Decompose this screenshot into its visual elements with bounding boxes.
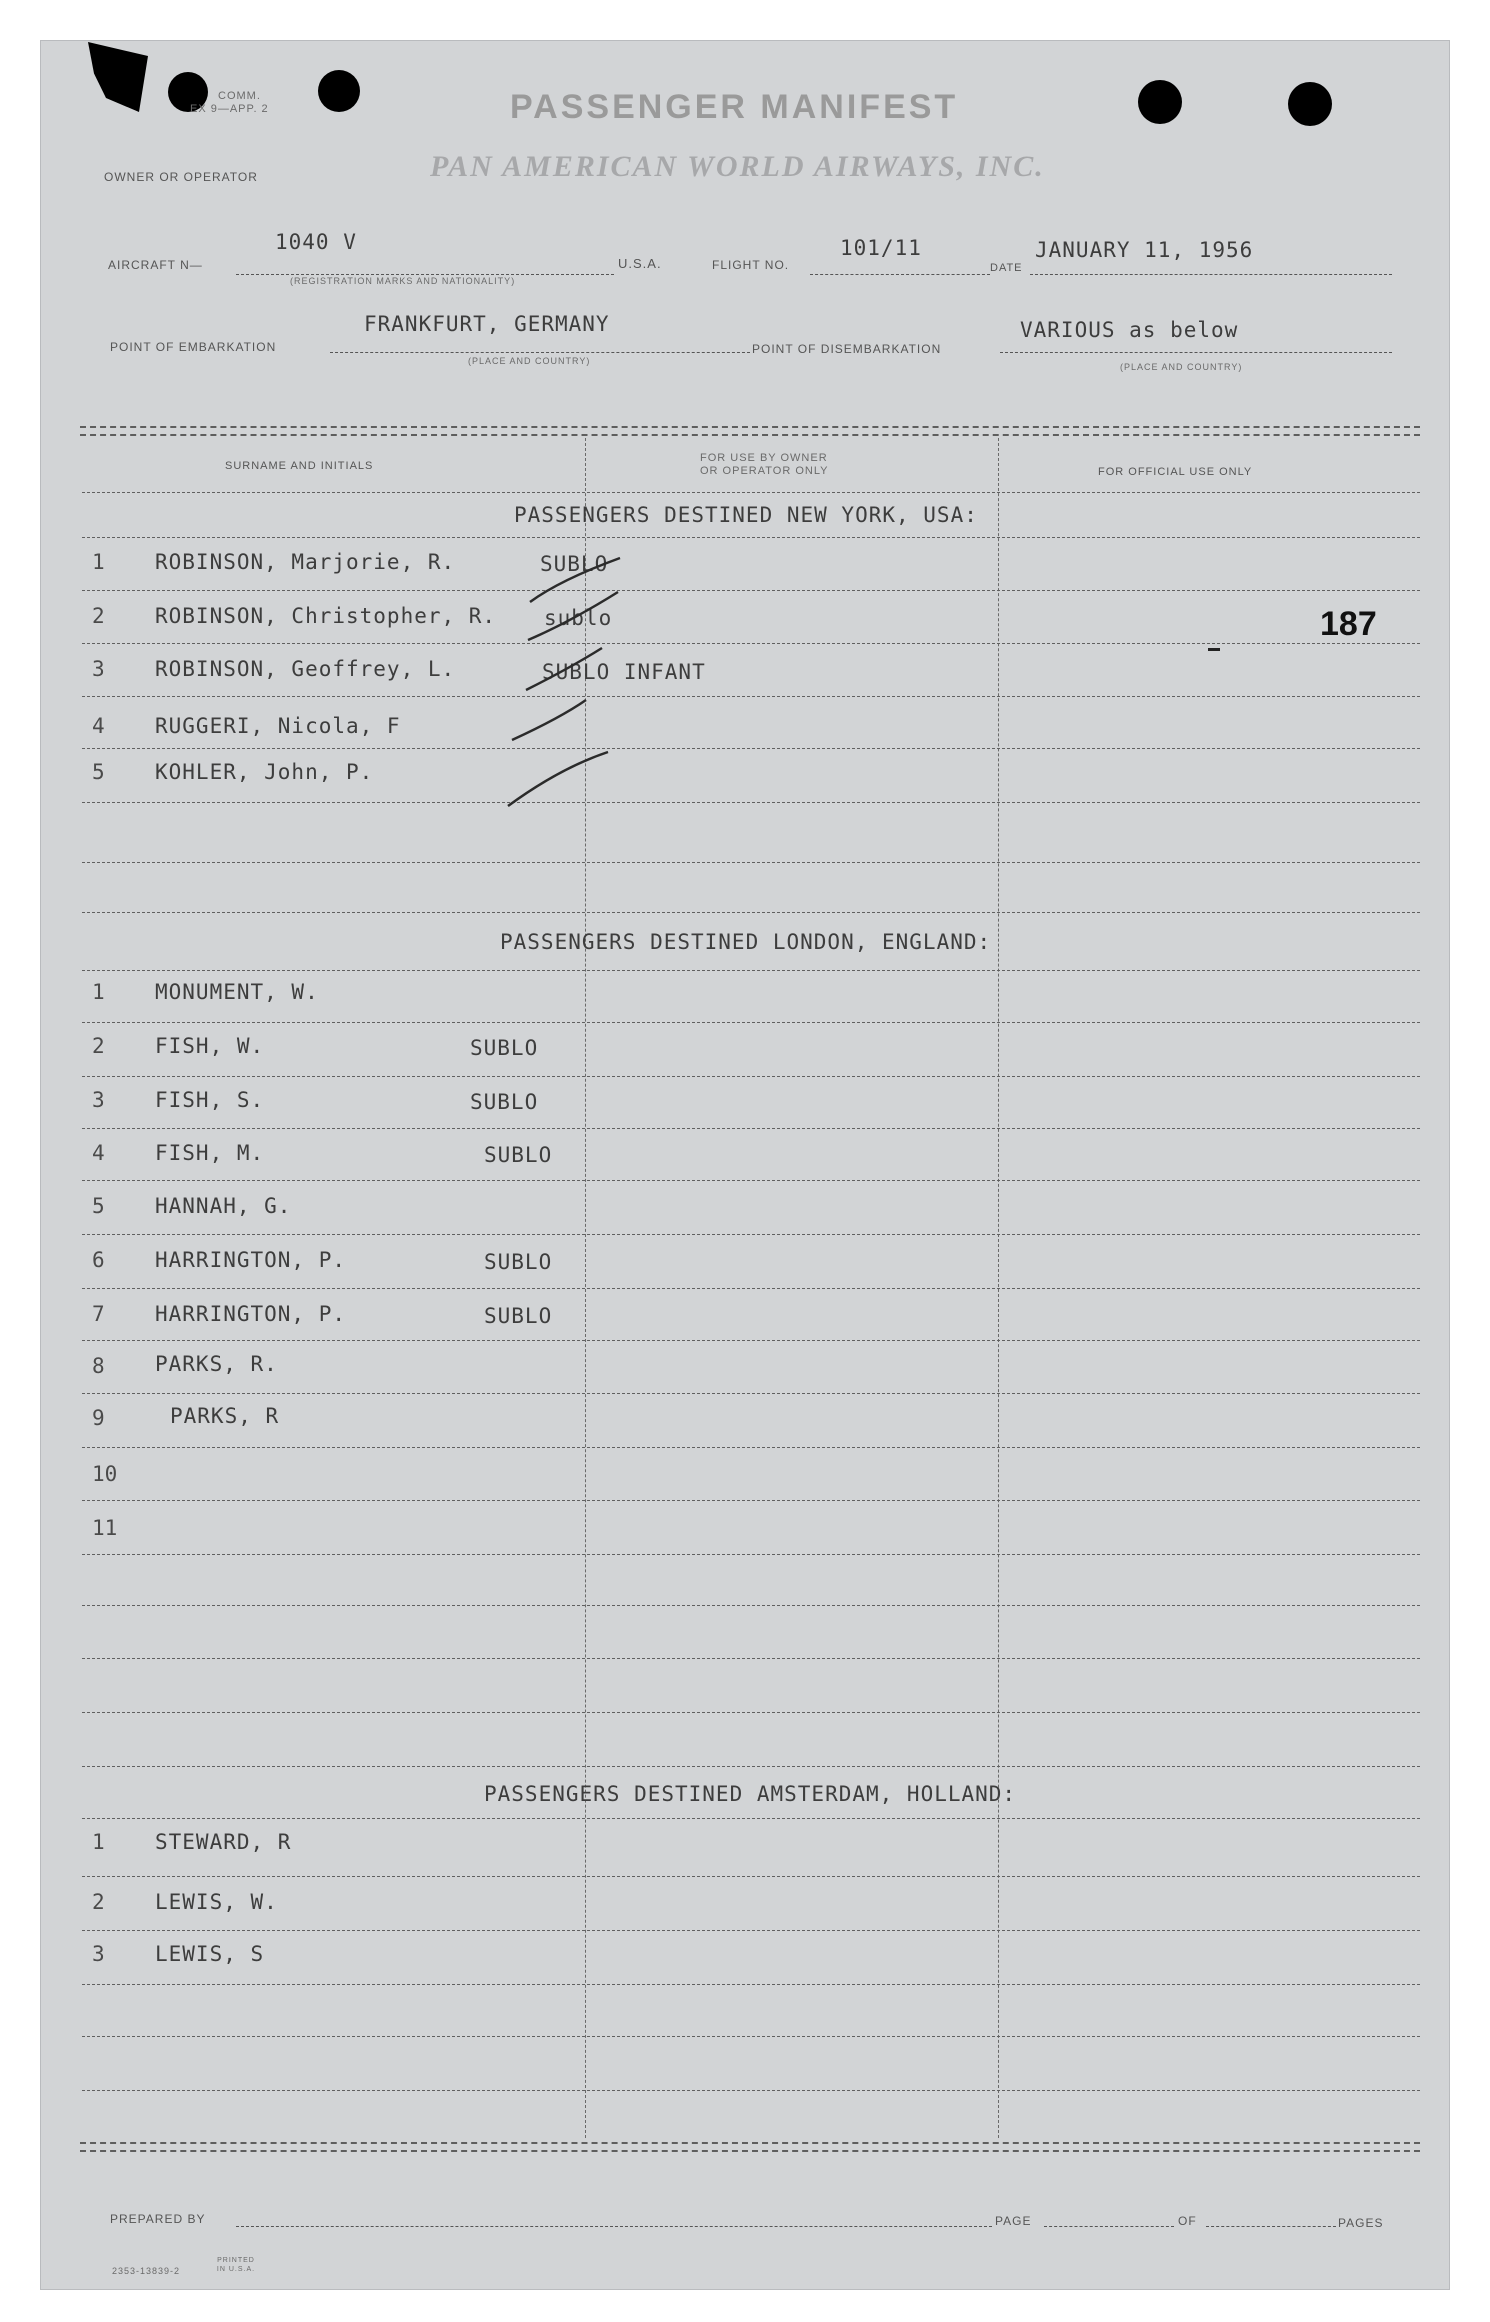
row-number: 1	[92, 980, 105, 1004]
passenger-name: MONUMENT, W.	[155, 980, 319, 1004]
passenger-note: SUBLO	[484, 1304, 553, 1328]
stamp-number: 187	[1320, 605, 1377, 643]
passenger-note: SUBLO	[484, 1143, 553, 1167]
aircraft-caption: (REGISTRATION MARKS AND NATIONALITY)	[290, 276, 516, 286]
row-rule	[82, 1500, 1420, 1501]
check-mark	[512, 700, 586, 740]
row-rule	[82, 1340, 1420, 1341]
table-top-rule-1	[80, 426, 1420, 428]
passenger-name: ROBINSON, Marjorie, R.	[155, 550, 456, 574]
page-line	[1044, 2226, 1174, 2227]
row-rule	[82, 2036, 1420, 2037]
row-rule	[82, 1393, 1420, 1394]
passenger-note: sublo	[544, 606, 613, 630]
row-rule	[82, 1447, 1420, 1448]
row-rule	[82, 1076, 1420, 1077]
row-number: 3	[92, 657, 105, 681]
official-column-header: FOR OFFICIAL USE ONLY	[1098, 466, 1253, 478]
printed-mark: PRINTED IN U.S.A.	[216, 2257, 256, 2273]
row-rule	[82, 1766, 1420, 1767]
punch-hole-center	[318, 70, 360, 112]
check-mark	[526, 648, 602, 690]
flight-underline	[810, 274, 990, 275]
table-bottom-rule-2	[80, 2150, 1420, 2152]
disembark-caption: (PLACE AND COUNTRY)	[1120, 362, 1243, 372]
owner-use-header-line1: FOR USE BY OWNER	[700, 452, 828, 464]
of-label: OF	[1178, 2214, 1197, 2228]
row-number: 3	[92, 1942, 105, 1966]
row-rule	[82, 590, 1420, 591]
row-rule	[82, 970, 1420, 971]
passenger-name: STEWARD, R	[155, 1830, 292, 1854]
printer-code: 2353-13839-2	[112, 2266, 181, 2276]
form-code-line2: EX 9—APP. 2	[190, 103, 269, 115]
table-bottom-rule-1	[80, 2142, 1420, 2144]
aircraft-value: 1040 V	[275, 230, 357, 254]
passenger-name: FISH, W.	[155, 1034, 265, 1058]
table-top-rule-2	[80, 434, 1420, 436]
group-heading-amsterdam: PASSENGERS DESTINED AMSTERDAM, HOLLAND:	[484, 1782, 1017, 1806]
row-number: 1	[92, 1830, 105, 1854]
disembark-value: VARIOUS as below	[1020, 318, 1239, 342]
flight-label: FLIGHT NO.	[712, 258, 790, 272]
passenger-name: PARKS, R	[170, 1404, 280, 1428]
group-heading-new-york: PASSENGERS DESTINED NEW YORK, USA:	[514, 503, 978, 527]
owner-label: OWNER OR OPERATOR	[104, 170, 258, 184]
disembark-underline	[1000, 352, 1392, 353]
owner-use-header-line2: OR OPERATOR ONLY	[700, 465, 829, 477]
passenger-name: FISH, M.	[155, 1141, 265, 1165]
row-number: 1	[92, 550, 105, 574]
manifest-sheet	[40, 40, 1450, 2290]
punch-hole-right-1	[1138, 80, 1182, 124]
passenger-note: SUBLO	[540, 552, 609, 576]
row-number: 5	[92, 760, 105, 784]
row-number: 3	[92, 1088, 105, 1112]
row-number: 6	[92, 1248, 105, 1272]
check-mark	[508, 752, 608, 806]
pencil-dash	[1208, 648, 1220, 651]
check-marks	[500, 540, 630, 820]
passenger-name: LEWIS, S	[155, 1942, 265, 1966]
prepared-by-label: PREPARED BY	[110, 2212, 206, 2226]
row-rule	[82, 1180, 1420, 1181]
row-rule	[82, 1818, 1420, 1819]
row-rule	[82, 1658, 1420, 1659]
check-mark	[528, 592, 618, 640]
disembark-label: POINT OF DISEMBARKATION	[752, 342, 942, 356]
row-rule	[82, 1876, 1420, 1877]
row-number: 2	[92, 1034, 105, 1058]
row-rule	[82, 1288, 1420, 1289]
torn-corner	[88, 42, 148, 112]
passenger-name: HANNAH, G.	[155, 1194, 292, 1218]
passenger-name: HARRINGTON, P.	[155, 1248, 347, 1272]
row-rule	[82, 492, 1420, 493]
usa-text: U.S.A.	[618, 256, 662, 271]
row-rule	[82, 1605, 1420, 1606]
row-number: 9	[92, 1406, 105, 1430]
row-rule	[82, 1234, 1420, 1235]
row-rule	[82, 862, 1420, 863]
row-rule	[82, 643, 1420, 644]
row-rule	[82, 802, 1420, 803]
form-code-line1: COMM.	[218, 90, 261, 102]
row-rule	[82, 1554, 1420, 1555]
punch-hole-right-2	[1288, 82, 1332, 126]
passenger-name: ROBINSON, Geoffrey, L.	[155, 657, 456, 681]
row-rule	[82, 912, 1420, 913]
row-number: 8	[92, 1354, 105, 1378]
passenger-note: SUBLO	[484, 1250, 553, 1274]
pages-label: PAGES	[1338, 2216, 1384, 2230]
passenger-name: HARRINGTON, P.	[155, 1302, 347, 1326]
row-number: 7	[92, 1302, 105, 1326]
prepared-by-line	[236, 2226, 992, 2227]
operator-name: PAN AMERICAN WORLD AIRWAYS, INC.	[430, 150, 1045, 183]
passenger-note: SUBLO INFANT	[542, 660, 706, 684]
page-label: PAGE	[995, 2214, 1032, 2228]
row-rule	[82, 1022, 1420, 1023]
passenger-name: RUGGERI, Nicola, F	[155, 714, 401, 738]
aircraft-label: AIRCRAFT N—	[108, 258, 203, 272]
row-rule	[82, 696, 1420, 697]
row-number: 4	[92, 714, 105, 738]
embark-value: FRANKFURT, GERMANY	[364, 312, 610, 336]
passenger-note: SUBLO	[470, 1090, 539, 1114]
passenger-name: FISH, S.	[155, 1088, 265, 1112]
surname-column-header: SURNAME AND INITIALS	[225, 460, 374, 472]
of-line	[1206, 2226, 1336, 2227]
row-rule	[82, 2090, 1420, 2091]
row-number: 10	[92, 1462, 118, 1486]
date-label: DATE	[990, 262, 1023, 274]
date-underline	[1030, 274, 1392, 275]
row-number: 2	[92, 604, 105, 628]
group-heading-london: PASSENGERS DESTINED LONDON, ENGLAND:	[500, 930, 992, 954]
check-mark	[530, 558, 620, 602]
passenger-name: LEWIS, W.	[155, 1890, 278, 1914]
flight-value: 101/11	[840, 236, 922, 260]
row-rule	[82, 1930, 1420, 1931]
row-number: 5	[92, 1194, 105, 1218]
row-number: 2	[92, 1890, 105, 1914]
aircraft-underline	[236, 274, 614, 275]
row-rule	[82, 748, 1420, 749]
row-number: 11	[92, 1516, 118, 1540]
embark-label: POINT OF EMBARKATION	[110, 340, 277, 354]
passenger-name: PARKS, R.	[155, 1352, 278, 1376]
passenger-name: KOHLER, John, P.	[155, 760, 374, 784]
page-title: PASSENGER MANIFEST	[510, 88, 959, 126]
row-number: 4	[92, 1141, 105, 1165]
embark-caption: (PLACE AND COUNTRY)	[468, 356, 591, 366]
row-rule	[82, 1984, 1420, 1985]
embark-underline	[330, 352, 750, 353]
passenger-name: ROBINSON, Christopher, R.	[155, 604, 497, 628]
row-rule	[82, 1712, 1420, 1713]
date-value: JANUARY 11, 1956	[1035, 238, 1254, 262]
row-rule	[82, 537, 1420, 538]
passenger-note: SUBLO	[470, 1036, 539, 1060]
row-rule	[82, 1128, 1420, 1129]
